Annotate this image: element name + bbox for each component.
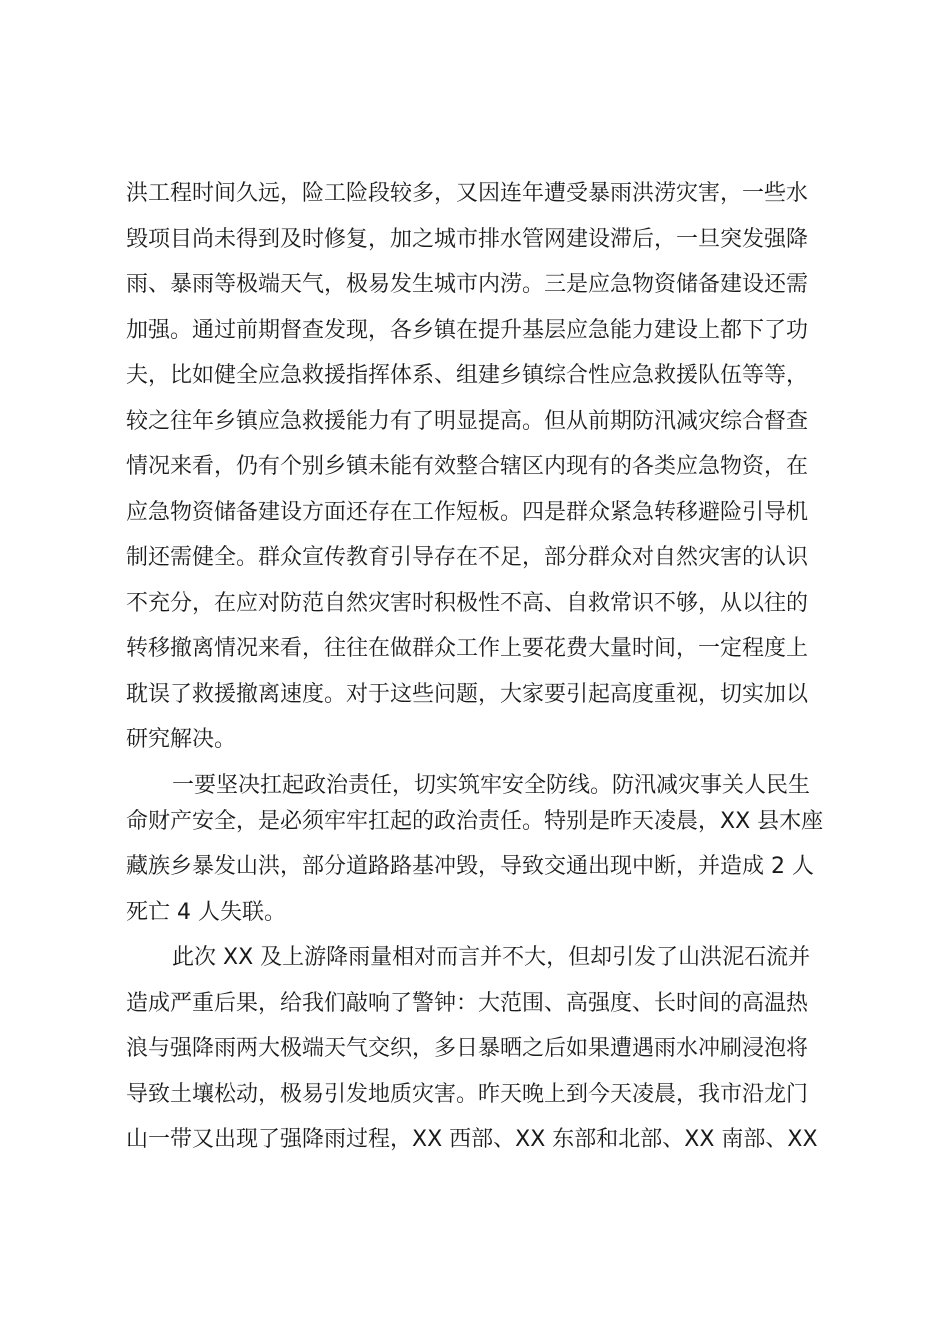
paragraph-first-line: 一要坚决扛起政治责任，切实筑牢安全防线。防汛减灾事关人民生 [172, 773, 811, 798]
text-line: 雨、暴雨等极端天气，极易发生城市内涝。三是应急物资储备建设还需 [126, 272, 809, 297]
text-line: 情况来看，仍有个别乡镇未能有效整合辖区内现有的各类应急物资，在 [126, 454, 809, 479]
text-line: 应急物资储备建设方面还存在工作短板。四是群众紧急转移避险引导机 [126, 500, 809, 525]
text-line: 山一带又出现了强降雨过程，XX 西部、XX 东部和北部、XX 南部、XX [126, 1127, 818, 1152]
text-line: 加强。通过前期督查发现，各乡镇在提升基层应急能力建设上都下了功 [126, 318, 809, 343]
text-line: 命财产安全，是必须牢牢扛起的政治责任。特别是昨天凌晨，XX 县木座 [126, 809, 824, 834]
text-line: 藏族乡暴发山洪，部分道路路基冲毁，导致交通出现中断，并造成 2 人 [126, 854, 814, 879]
text-line: 较之往年乡镇应急救援能力有了明显提高。但从前期防汛减灾综合督查 [126, 409, 809, 434]
text-line: 毁项目尚未得到及时修复，加之城市排水管网建设滞后，一旦突发强降 [126, 227, 809, 252]
text-line: 研究解决。 [126, 727, 237, 752]
text-line: 造成严重后果，给我们敲响了警钟：大范围、高强度、长时间的高温热 [126, 991, 809, 1016]
text-line: 导致土壤松动，极易引发地质灾害。昨天晚上到今天凌晨，我市沿龙门 [126, 1082, 809, 1107]
paragraph-first-line: 此次 XX 及上游降雨量相对而言并不大，但却引发了山洪泥石流并 [172, 945, 811, 970]
text-line: 洪工程时间久远，险工险段较多，又因连年遭受暴雨洪涝灾害，一些水 [126, 181, 809, 206]
text-line: 制还需健全。群众宣传教育引导存在不足，部分群众对自然灾害的认识 [126, 545, 809, 570]
text-line: 浪与强降雨两大极端天气交织，多日暴晒之后如果遭遇雨水冲刷浸泡将 [126, 1036, 809, 1061]
text-line: 夫，比如健全应急救援指挥体系、组建乡镇综合性应急救援队伍等等， [126, 363, 809, 388]
text-line: 死亡 4 人失联。 [126, 900, 286, 925]
text-line: 不充分，在应对防范自然灾害时积极性不高、自救常识不够，从以往的 [126, 591, 809, 616]
text-line: 转移撤离情况来看，往往在做群众工作上要花费大量时间，一定程度上 [126, 636, 809, 661]
text-line: 耽误了救援撤离速度。对于这些问题，大家要引起高度重视，切实加以 [126, 682, 809, 707]
